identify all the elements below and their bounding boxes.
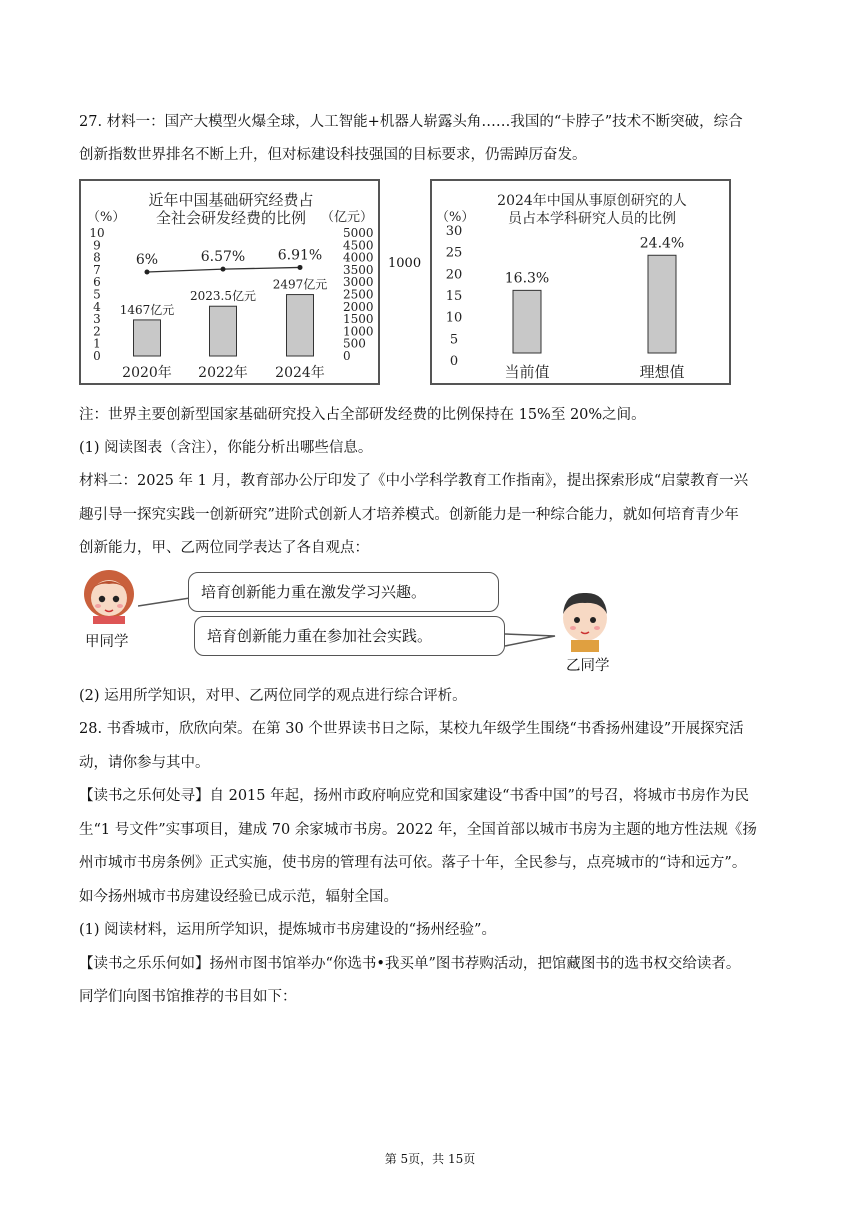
bubble-b-tail	[500, 620, 560, 660]
chart2-tick: 25	[445, 245, 463, 261]
chart2-bar-label: 16.3%	[504, 270, 550, 287]
q28-line-1: 28. 书香城市，欣欣向荣。在第 30 个世界读书日之际，某校九年级学生围绕“书香扬州建设”开展探究活	[79, 721, 744, 737]
speech-bubble-b: 培育创新能力重在参加社会实践。	[194, 616, 505, 656]
chart2-bar-label: 24.4%	[639, 235, 685, 252]
chart1-bar	[287, 295, 314, 356]
chart-original-research	[430, 179, 731, 385]
chart1-title-line2: 全社会研发经费的比例	[155, 209, 307, 227]
q27-material2-line-1: 材料二：2025 年 1 月，教育部办公厅印发了《中小学科学教育工作指南》，提出探索形成“启蒙教育一兴	[79, 473, 749, 489]
chart1-left-tick: 0	[93, 349, 101, 363]
chart2-tick: 5	[449, 332, 459, 348]
chart1-right-tick: 3500	[343, 262, 374, 277]
chart1-ratio-label: 6.57%	[200, 249, 246, 266]
speech-bubble-a: 培育创新能力重在激发学习兴趣。	[188, 572, 499, 612]
chart1-ratio-label: 6%	[135, 252, 159, 268]
chart1-right-tick: 2500	[343, 287, 374, 302]
chart2-tick: 30	[445, 224, 463, 239]
chart1-category-label: 2020年	[122, 365, 172, 381]
student-a-avatar	[79, 566, 139, 624]
chart1-right-tick: 3000	[343, 275, 374, 290]
chart1-category-label: 2022年	[198, 365, 248, 381]
q27-sub-1: (1) 阅读图表（含注），你能分析出哪些信息。	[79, 440, 373, 456]
q27-line-2: 创新指数世界排名不断上升，但对标建设科技强国的目标要求，仍需踔厉奋发。	[79, 147, 587, 163]
chart1-bar	[134, 320, 161, 356]
chart1-right-tick: 1500	[343, 312, 374, 327]
chart-basic-research	[79, 179, 380, 385]
chart1-ratio-point	[145, 270, 150, 275]
chart1-right-tick: 1000	[343, 324, 374, 339]
q28-para1-line-3: 州市城市书房条例》正式实施，使书房的管理有法可依。落子十年，全民参与，点亮城市的“诗和远方”。	[79, 855, 747, 871]
chart1-left-tick: 8	[93, 250, 101, 265]
chart1-bar-label: 2023.5亿元	[190, 289, 256, 304]
page-footer: 第 5页，共 15页	[384, 1152, 476, 1166]
q28-para1-line-4: 如今扬州城市书房建设经验已成示范，辐射全国。	[79, 889, 398, 905]
chart2-tick: 10	[445, 310, 463, 326]
q28-line-2: 动，请你参与其中。	[79, 755, 210, 771]
q28-para1-line-2: 生“1 号文件”实事项目，建成 70 余家城市书房。2022 年，全国首部以城市书房为主题的地方性法规《扬	[79, 822, 757, 838]
chart2-ylabel: （%）	[436, 210, 475, 225]
q28-para1-line-1: 【读书之乐何处寻】自 2015 年起，扬州市政府响应党和国家建设“书香中国”的号召，将城市书房作为民	[79, 788, 749, 804]
chart1-right-tick: 0	[343, 349, 351, 363]
chart1-ylabel-left: （%）	[87, 210, 126, 225]
q27-material2-line-2: 趣引导一探究实践一创新研究”进阶式创新人才培养模式。创新能力是一种综合能力，就如何培育青少年	[79, 507, 739, 523]
chart1-left-tick: 9	[93, 238, 101, 253]
chart2-title-line2: 员占本学科研究人员的比例	[508, 211, 676, 227]
student-b-label: 乙同学	[566, 658, 610, 674]
chart1-ratio-point	[221, 267, 226, 272]
q27-sub-2: (2) 运用所学知识，对甲、乙两位同学的观点进行综合评析。	[79, 688, 467, 704]
chart1-left-tick: 7	[93, 262, 101, 277]
chart1-left-tick: 10	[89, 226, 105, 240]
chart1-left-tick: 5	[93, 287, 101, 302]
chart1-title-line1: 近年中国基础研究经费占	[148, 191, 314, 209]
chart1-category-label: 2024年	[275, 365, 325, 381]
q28-sub-1: (1) 阅读材料，运用所学知识，提炼城市书房建设的“扬州经验”。	[79, 922, 496, 938]
chart1-right-tick: 4000	[343, 250, 374, 265]
chart2-tick: 20	[445, 267, 463, 283]
chart1-left-tick: 1	[93, 336, 101, 351]
chart2-bar	[513, 290, 541, 353]
q28-para2-line-2: 同学们向图书馆推荐的书目如下：	[79, 989, 297, 1005]
chart1-left-tick: 2	[93, 324, 101, 339]
student-a-label: 甲同学	[85, 634, 129, 650]
chart2-tick: 15	[445, 289, 463, 304]
chart2-category-label: 当前值	[504, 363, 550, 381]
q27-note: 注：世界主要创新型国家基础研究投入占全部研发经费的比例保持在 15%至 20%之间。	[79, 407, 646, 423]
chart1-bar-label: 2497亿元	[272, 277, 328, 292]
chart1-left-tick: 3	[93, 312, 101, 327]
q28-para2-line-1: 【读书之乐乐何如】扬州市图书馆举办“你选书•我买单”图书荐购活动，把馆藏图书的选书权交给读者。	[79, 956, 741, 972]
chart2-title-line1: 2024年中国从事原创研究的人	[497, 193, 687, 209]
chart-basic-research-svg	[81, 181, 378, 383]
chart1-ylabel-right: （亿元）	[321, 210, 374, 225]
chart2-tick: 0	[449, 354, 459, 369]
chart1-left-tick: 6	[93, 275, 101, 290]
chart1-right-tick: 2000	[343, 299, 374, 314]
q27-line-1: 27. 材料一：国产大模型火爆全球，人工智能+机器人崭露头角……我国的“卡脖子”技术不断突破，综合	[79, 114, 743, 130]
student-b-avatar	[555, 588, 615, 652]
chart2-category-label: 理想值	[639, 363, 685, 381]
chart1-right-tick: 5000	[343, 226, 374, 240]
chart-original-research-svg	[432, 181, 729, 383]
stray-axis-label: 1000	[388, 256, 422, 271]
chart1-ratio-label: 6.91%	[277, 247, 323, 264]
chart1-left-tick: 4	[93, 299, 101, 314]
chart1-bar	[210, 306, 237, 356]
q27-material2-line-3: 创新能力，甲、乙两位同学表达了各自观点：	[79, 540, 369, 556]
chart2-bar	[648, 255, 676, 353]
chart1-right-tick: 500	[343, 336, 366, 351]
chart1-right-tick: 4500	[343, 238, 374, 253]
chart1-ratio-point	[298, 265, 303, 270]
chart1-bar-label: 1467亿元	[119, 302, 175, 317]
